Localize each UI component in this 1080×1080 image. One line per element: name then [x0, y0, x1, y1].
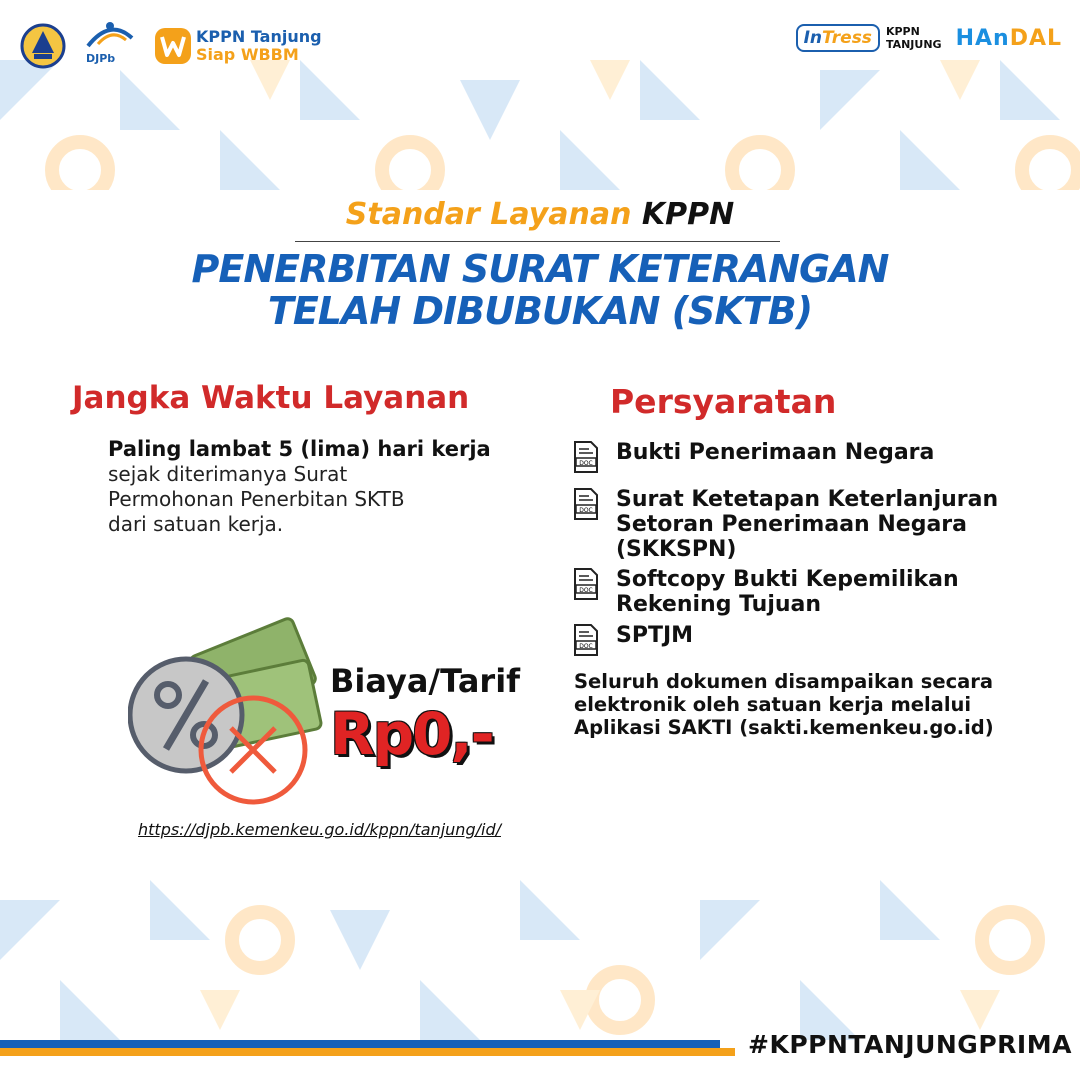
intress-tress: Tress — [822, 28, 872, 48]
requirement-item — [572, 567, 1042, 617]
partner-logos — [796, 24, 1062, 52]
kemenkeu-emblem-icon — [20, 23, 66, 69]
standard-title — [0, 197, 1080, 232]
kppn-tagline: Siap WBBM — [196, 45, 299, 64]
requirements-heading: Persyaratan — [610, 382, 837, 421]
service-time-line2: Permohonan Penerbitan SKTB — [108, 487, 405, 511]
intress-subtitle — [886, 25, 942, 51]
main-title-line2: TELAH DIBUBUKAN (SKTB) — [267, 289, 813, 333]
requirement-line: SPTJM — [616, 623, 694, 648]
handal-logo — [956, 26, 1062, 51]
requirement-item — [572, 440, 1042, 474]
note-line: Aplikasi SAKTI (sakti.kemenkeu.go.id) — [574, 716, 994, 739]
djpb-logo — [80, 18, 140, 74]
fee-value: Rp0,- — [330, 700, 493, 768]
intress-in: In — [803, 28, 823, 48]
handal-part-a: HAn — [955, 25, 1010, 51]
document-icon — [572, 440, 600, 474]
note-line: Seluruh dokumen disampaikan secara — [574, 670, 994, 693]
decorative-pattern-top — [0, 60, 1080, 190]
standard-title-part1: Standar Layanan — [345, 197, 632, 232]
service-time-highlight: Paling lambat 5 (lima) hari kerja — [108, 437, 491, 461]
requirement-item — [572, 623, 1042, 657]
kppn-website-link[interactable]: https://djpb.kemenkeu.go.id/kppn/tanjung/id/ — [138, 820, 501, 839]
intress-sub-tanjung: TANJUNG — [885, 38, 942, 51]
free-fee-illustration — [128, 615, 328, 815]
decorative-pattern-bottom — [0, 880, 1080, 1050]
main-title — [0, 248, 1080, 332]
footer-stripe-blue — [0, 1040, 720, 1048]
djpb-swoosh-icon — [80, 18, 140, 52]
service-time-line1: sejak diterimanya Surat — [108, 462, 348, 486]
document-icon — [572, 623, 600, 657]
doc-label: DOC — [579, 643, 593, 650]
percent-icon — [130, 659, 242, 771]
handal-part-b: DAL — [1009, 25, 1062, 51]
doc-label: DOC — [579, 507, 593, 514]
service-time-line3: dari satuan kerja. — [108, 512, 284, 536]
kppn-w-mark-icon — [154, 27, 192, 65]
requirement-line: (SKKSPN) — [616, 537, 737, 562]
footer-stripe-yellow — [0, 1048, 735, 1056]
requirement-line: Rekening Tujuan — [616, 592, 822, 617]
document-icon — [572, 567, 600, 601]
doc-label: DOC — [579, 587, 593, 594]
requirement-item — [572, 487, 1042, 562]
title-divider — [295, 241, 780, 242]
document-icon — [572, 487, 600, 521]
requirement-line: Surat Ketetapan Keterlanjuran — [616, 487, 999, 512]
requirement-line: Setoran Penerimaan Negara — [616, 512, 967, 537]
kppn-name: KPPN Tanjung — [196, 27, 322, 46]
submission-note — [574, 670, 1044, 739]
requirement-line: Softcopy Bukti Kepemilikan — [616, 567, 959, 592]
service-time-heading: Jangka Waktu Layanan — [72, 380, 470, 416]
main-title-line1: PENERBITAN SURAT KETERANGAN — [191, 247, 889, 291]
header-logos — [20, 18, 322, 74]
kppn-tanjung-logo — [154, 27, 322, 65]
requirement-line: Bukti Penerimaan Negara — [616, 440, 935, 465]
doc-label: DOC — [579, 460, 593, 467]
intress-logo — [796, 24, 880, 52]
intress-sub-kppn: KPPN — [885, 25, 920, 38]
note-line: elektronik oleh satuan kerja melalui — [574, 693, 972, 716]
standard-title-part2: KPPN — [641, 197, 735, 232]
footer-hashtag: #KPPNTANJUNGPRIMA — [748, 1030, 1072, 1059]
djpb-label: DJPb — [86, 52, 116, 65]
service-time-description — [108, 437, 528, 537]
fee-label: Biaya/Tarif — [330, 662, 521, 700]
